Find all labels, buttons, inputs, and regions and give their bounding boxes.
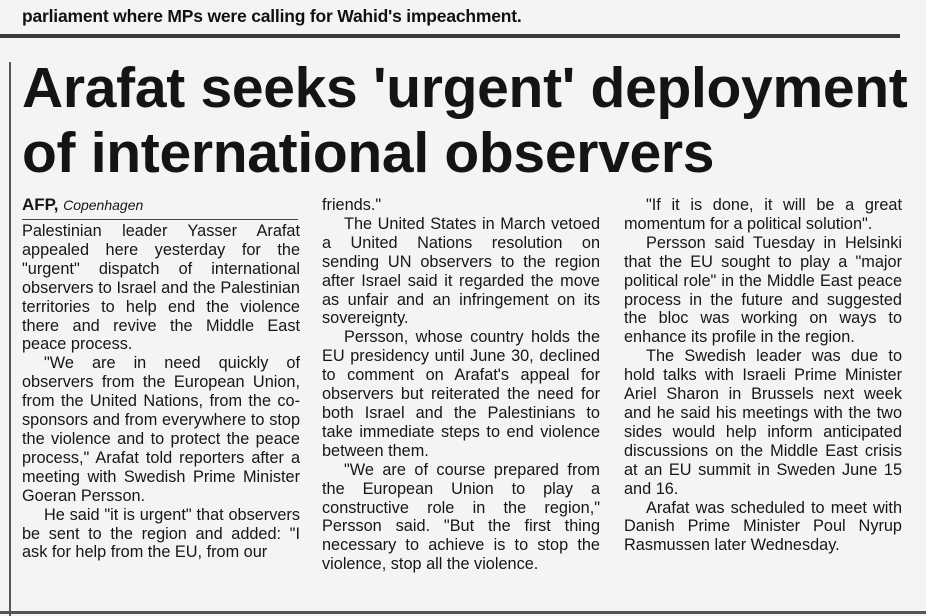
paragraph: He said "it is urgent" that observers be sent to the region and added: "I ask for help from the EU, from our <box>22 505 300 562</box>
paragraph: The United States in March vetoed a United Nations resolution on sending UN observers to the region after Israel said it regarded the move as unfair and an infringement on its sovereignty. <box>322 214 600 328</box>
previous-article-last-line: parliament where MPs were calling for Wahid's impeachment. <box>22 6 522 26</box>
article-headline <box>22 56 907 186</box>
article-column-1 <box>22 196 300 562</box>
byline <box>22 196 300 218</box>
paragraph: Arafat was scheduled to meet with Danish Prime Minister Poul Nyrup Rasmussen later Wednesday. <box>624 498 902 555</box>
previous-article-fragment <box>0 0 926 34</box>
paragraph: Persson, whose country holds the EU presidency until June 30, declined to comment on Arafat's appeal for observers but reiterated the need for both Israel and the Palestinians to take immediate steps to end violence between them. <box>322 328 600 460</box>
article-column-2 <box>322 196 600 574</box>
article-column-3 <box>624 196 902 555</box>
paragraph: Palestinian leader Yasser Arafat appealed here yesterday for the "urgent" dispatch of international observers to Israel and the Palestinian territories to help end the violence there and revive the Middle East peace process. <box>22 222 300 354</box>
byline-agency: AFP, <box>22 195 59 214</box>
paragraph: "We are in need quickly of observers from the European Union, from the United Nations, from the co-sponsors and from everywhere to stop the violence and to protect the peace process," Arafat told reporters after a meeting with Swedish Prime Minister Goeran Persson. <box>22 354 300 505</box>
paragraph: "We are of course prepared from the European Union to play a constructive role in the region," Persson said. "But the first thing necessary to achieve is to stop the violence, stop all the violence. <box>322 460 600 574</box>
headline-line-1: Arafat seeks 'urgent' deployment <box>22 56 908 120</box>
paragraph: "If it is done, it will be a great momentum for a political solution". <box>624 196 902 233</box>
paragraph: friends." <box>322 196 382 214</box>
section-divider-rule <box>0 34 900 38</box>
paragraph: The Swedish leader was due to hold talks with Israeli Prime Minister Ariel Sharon in Brussels next week and he said his meetings with the two sides would help inform anticipated discussions on the Middle East crisis at an EU summit in Sweden June 15 and 16. <box>624 347 902 498</box>
byline-underline <box>22 219 298 220</box>
paragraph: Persson said Tuesday in Helsinki that the EU sought to play a "major political role" in the Middle East peace process in the future and suggested the bloc was working on ways to enhance its profile in the region. <box>624 233 902 347</box>
headline-line-2: of international observers <box>22 121 715 185</box>
byline-dateline: Copenhagen <box>63 197 144 213</box>
bottom-divider-rule <box>0 611 926 614</box>
left-column-rule <box>9 62 11 616</box>
